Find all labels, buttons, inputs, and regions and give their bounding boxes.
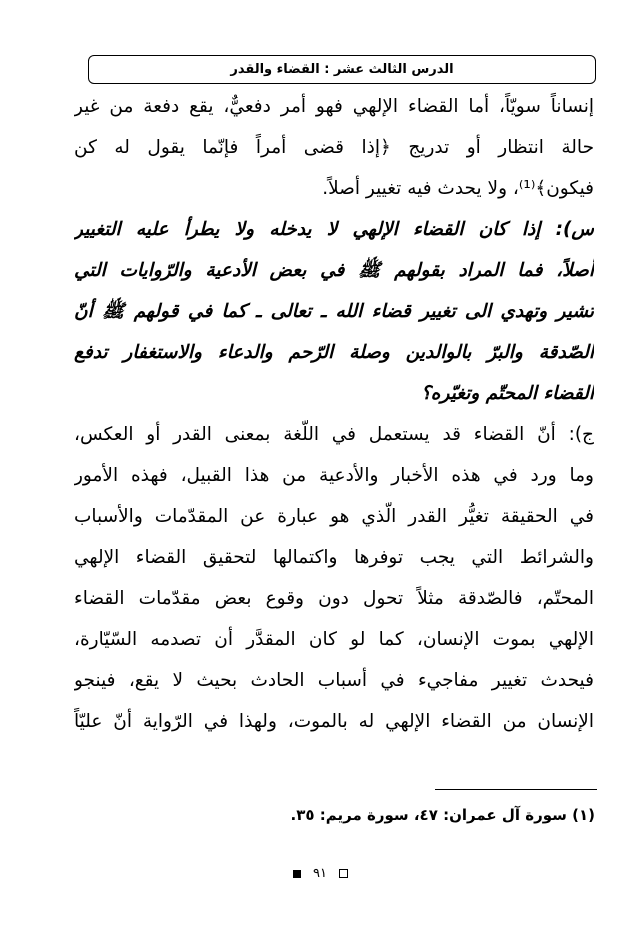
- footnote: (١) سورة آل عمران: ٤٧، سورة مريم: ٣٥.: [290, 806, 595, 824]
- answer-line: فيحدث تغيير مفاجيء في أسباب الحادث بحيث لا يقع، فينجو: [74, 670, 594, 691]
- running-header: الدرس الثالث عشر : القضاء والقدر: [88, 55, 596, 84]
- page-body: [74, 86, 594, 742]
- text-line: فيكون﴾⁽¹⁾، ولا يحدث فيه تغيير أصلاً.: [322, 178, 594, 199]
- text-line: حالة انتظار أو تدريج ﴿إذا قضى أمراً فإنّما يقول له كن: [74, 137, 594, 158]
- filled-square-icon: [293, 870, 301, 878]
- question-line: س): إذا كان القضاء الإلهي لا يدخله ولا يطرأ عليه التغيير: [74, 219, 594, 240]
- answer-line: الإلهي بموت الإنسان، كما لو كان المقدَّر أن تصدمه السّيّارة،: [74, 629, 594, 650]
- text-line: إنساناً سويّاً، أما القضاء الإلهي فهو أمر دفعيٌّ، يقع دفعة من غير: [74, 96, 594, 117]
- question-line: القضاء المحتّم وتغيّره؟: [420, 383, 594, 404]
- footnote-divider: [435, 789, 597, 790]
- question-line: تشير وتهدي الى تغيير قضاء الله ـ تعالى ـ كما في قولهم ﷺ أنّ: [74, 301, 594, 322]
- question-line: أصلاً، فما المراد بقولهم ﷺ في بعض الأدعية والرّوايات التي: [74, 260, 594, 281]
- answer-line: والشرائط التي يجب توفرها واكتمالها لتحقيق القضاء الإلهي: [74, 547, 594, 568]
- answer-line: الإنسان من القضاء الإلهي له بالموت، ولهذا في الرّواية أنّ عليّاً: [74, 711, 594, 732]
- answer-line: ج): أنّ القضاء قد يستعمل في اللّغة بمعنى القدر أو العكس،: [74, 424, 594, 445]
- answer-line: وما ورد في هذه الأخبار والأدعية من هذا القبيل، فهذه الأمور: [74, 465, 594, 486]
- empty-square-icon: [339, 869, 348, 878]
- page-footer: [293, 866, 348, 881]
- answer-line: المحتّم، فالصّدقة مثلاً تحول دون وقوع بعض مقدّمات القضاء: [74, 588, 594, 609]
- page-number: ٩١: [313, 866, 327, 881]
- answer-line: في الحقيقة تغيُّر القدر الّذي هو عبارة عن المقدّمات والأسباب: [74, 506, 594, 527]
- question-line: الصّدقة والبرّ بالوالدين وصلة الرّحم والدعاء والاستغفار تدفع: [74, 342, 594, 363]
